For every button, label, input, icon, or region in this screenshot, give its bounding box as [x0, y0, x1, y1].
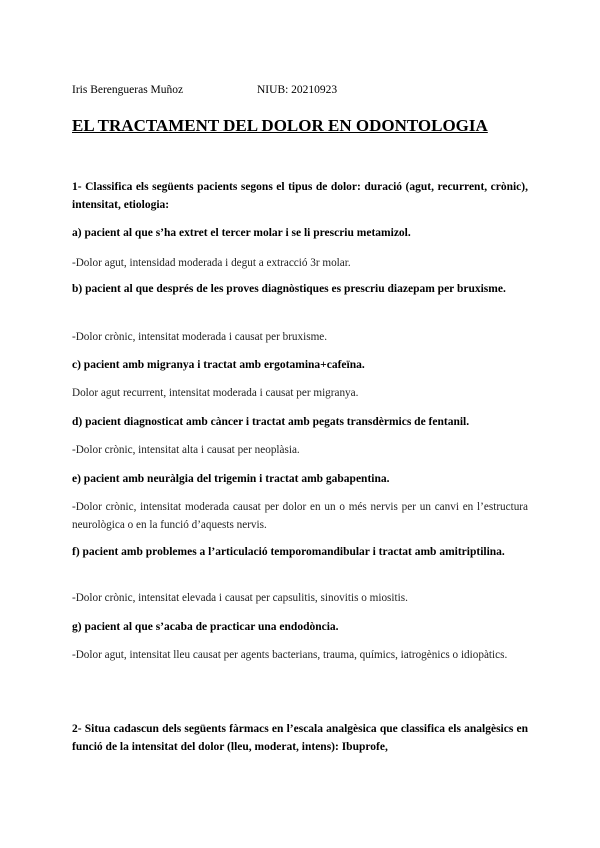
item-c-question: c) pacient amb migranya i tractat amb ergotamina+cafeïna.: [72, 359, 365, 371]
item-a-answer: -Dolor agut, intensidad moderada i degut a extracció 3r molar.: [72, 257, 351, 269]
author-name: Iris Berengueras Muñoz: [72, 84, 184, 96]
question-2: 2- Situa cadascun dels següents fàrmacs en l’escala analgèsica que classifica els analgèsics en funció de la intensitat del dolor (lleu, moderat, intens): Ibuprofe,: [72, 723, 528, 753]
item-e-answer: -Dolor crònic, intensitat moderada causat per dolor en un o més nervis per un canvi en l’estructura neurològica o en la funció d’aquests nervis.: [72, 501, 528, 531]
document-title: EL TRACTAMENT DEL DOLOR EN ODONTOLOGIA: [72, 116, 488, 135]
item-b-question: b) pacient al que després de les proves diagnòstiques es prescriu diazepam per bruxisme.: [72, 283, 506, 295]
item-f-question: f) pacient amb problemes a l’articulació temporomandibular i tractat amb amitriptilina.: [72, 546, 505, 558]
student-id: NIUB: 20210923: [257, 84, 338, 96]
item-d-question: d) pacient diagnosticat amb càncer i tractat amb pegats transdèrmics de fentanil.: [72, 416, 470, 428]
item-d-answer: -Dolor crònic, intensitat alta i causat per neoplàsia.: [72, 444, 300, 456]
item-f-answer: -Dolor crònic, intensitat elevada i causat per capsulitis, sinovitis o miositis.: [72, 592, 408, 604]
question-1: 1- Classifica els següents pacients segons el tipus de dolor: duració (agut, recurrent, crònic), intensitat, etiologia:: [72, 181, 528, 211]
item-a-question: a) pacient al que s’ha extret el tercer molar i se li prescriu metamizol.: [72, 227, 411, 239]
item-b-answer: -Dolor crònic, intensitat moderada i causat per bruxisme.: [72, 331, 328, 343]
item-g-answer: -Dolor agut, intensitat lleu causat per agents bacterians, trauma, químics, iatrogènics o idiopàtics.: [72, 649, 508, 661]
item-g-question: g) pacient al que s’acaba de practicar una endodòncia.: [72, 621, 339, 633]
item-e-question: e) pacient amb neuràlgia del trigemin i tractat amb gabapentina.: [72, 473, 390, 485]
item-c-answer: Dolor agut recurrent, intensitat moderada i causat per migranya.: [72, 387, 359, 399]
